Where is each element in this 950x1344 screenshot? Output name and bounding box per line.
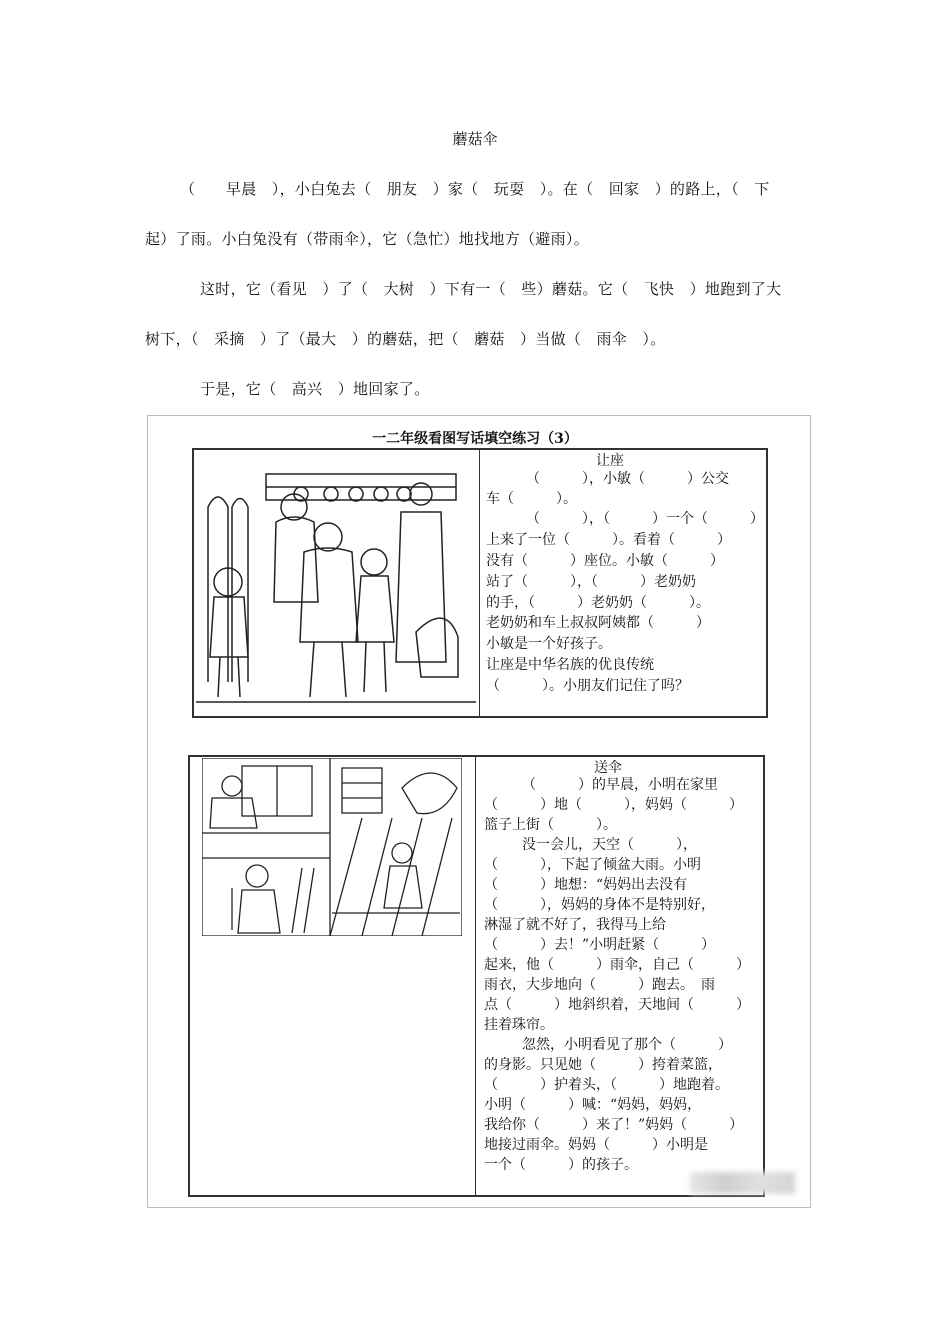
paragraph-line-1: （ 早晨 ），小白兔去（ 朋友 ）家（ 玩耍 ）。在（ 回家 ）的路上，（ 下 (180, 180, 770, 198)
section1-line: 站了（ ），（ ）老奶奶 (486, 574, 696, 590)
section2-line: （ ）地想：“妈妈出去没有 (484, 877, 688, 893)
section2-line: 小明（ ）喊：“妈妈，妈妈， (484, 1097, 702, 1113)
section2-line: 忽然，小明看见了那个（ ） (522, 1037, 732, 1053)
paragraph-line-4: 树下，（ 采摘 ）了（最大 ）的蘑菇，把（ 蘑菇 ）当做（ 雨伞 ）。 (145, 330, 666, 348)
paragraph-line-2: 起）了雨。小白兔没有（带雨伞），它（急忙）地找地方（避雨）。 (145, 230, 590, 248)
section2-line: 我给你（ ）来了！”妈妈（ ） (484, 1117, 744, 1133)
section2-line: 淋湿了就不好了，我得马上给 (484, 917, 666, 933)
section1-line: （ ），小敏（ ）公交 (526, 471, 729, 487)
section1-heading: 让座 (596, 453, 624, 469)
section2-line: 挂着珠帘。 (484, 1017, 554, 1033)
section1-line: 让座是中华名族的优良传统 (486, 657, 654, 673)
section1-line: 小敏是一个好孩子。 (486, 636, 612, 652)
section2-line: 的身影。只见她（ ）挎着菜篮， (484, 1057, 722, 1073)
section1-line: 没有（ ）座位。小敏（ ） (486, 553, 724, 569)
paragraph-line-5: 于是，它（ 高兴 ）地回家了。 (200, 380, 430, 398)
section2-line: （ ）护着头，（ ）地跑着。 (484, 1077, 729, 1093)
section2-line: 篮子上街（ ）。 (484, 817, 617, 833)
document-title: 蘑菇伞 (452, 130, 498, 148)
section2-divider (475, 755, 476, 1197)
section2-line: （ ），下起了倾盆大雨。小明 (484, 857, 701, 873)
section2-line: 雨衣，大步地向（ ）跑去。 雨 (484, 977, 715, 993)
section2-line: （ ）地（ ），妈妈（ ） (484, 797, 743, 813)
umbrella-scene-illustration (202, 758, 462, 936)
section2-line: 起来，他（ ）雨伞，自己（ ） (484, 957, 750, 973)
bus-scene-illustration (196, 452, 476, 714)
paragraph-line-3: 这时，它（看见 ）了（ 大树 ）下有一（ 些）蘑菇。它（ 飞快 ）地跑到了大 (200, 280, 782, 298)
section1-line: 的手，（ ）老奶奶（ ）。 (486, 595, 710, 611)
section1-line: （ ）。小朋友们记住了吗？ (486, 678, 689, 694)
section2-line: 地接过雨伞。妈妈（ ）小明是 (484, 1137, 708, 1153)
section2-line: （ ），妈妈的身体不是特别好， (484, 897, 715, 913)
section2-line: 一个（ ）的孩子。 (484, 1157, 638, 1173)
section2-heading: 送伞 (594, 760, 622, 776)
section1-line: 上来了一位（ ）。看着（ ） (486, 532, 731, 548)
section1-divider (479, 448, 480, 718)
section1-line: 车（ ）。 (486, 491, 577, 507)
section2-line: 没一会儿，天空（ ）， (522, 837, 697, 853)
section1-line: 老奶奶和车上叔叔阿姨都（ ） (486, 615, 710, 631)
blurred-watermark (690, 1172, 795, 1194)
section2-line: （ ）去！”小明赶紧（ ） (484, 937, 716, 953)
section1-line: （ ），（ ）一个（ ） (526, 511, 764, 527)
section2-line: （ ）的早晨，小明在家里 (522, 777, 718, 793)
worksheet-title: 一二年级看图写话填空练习（3） (372, 431, 578, 447)
section2-line: 点（ ）地斜织着，天地间（ ） (484, 997, 750, 1013)
